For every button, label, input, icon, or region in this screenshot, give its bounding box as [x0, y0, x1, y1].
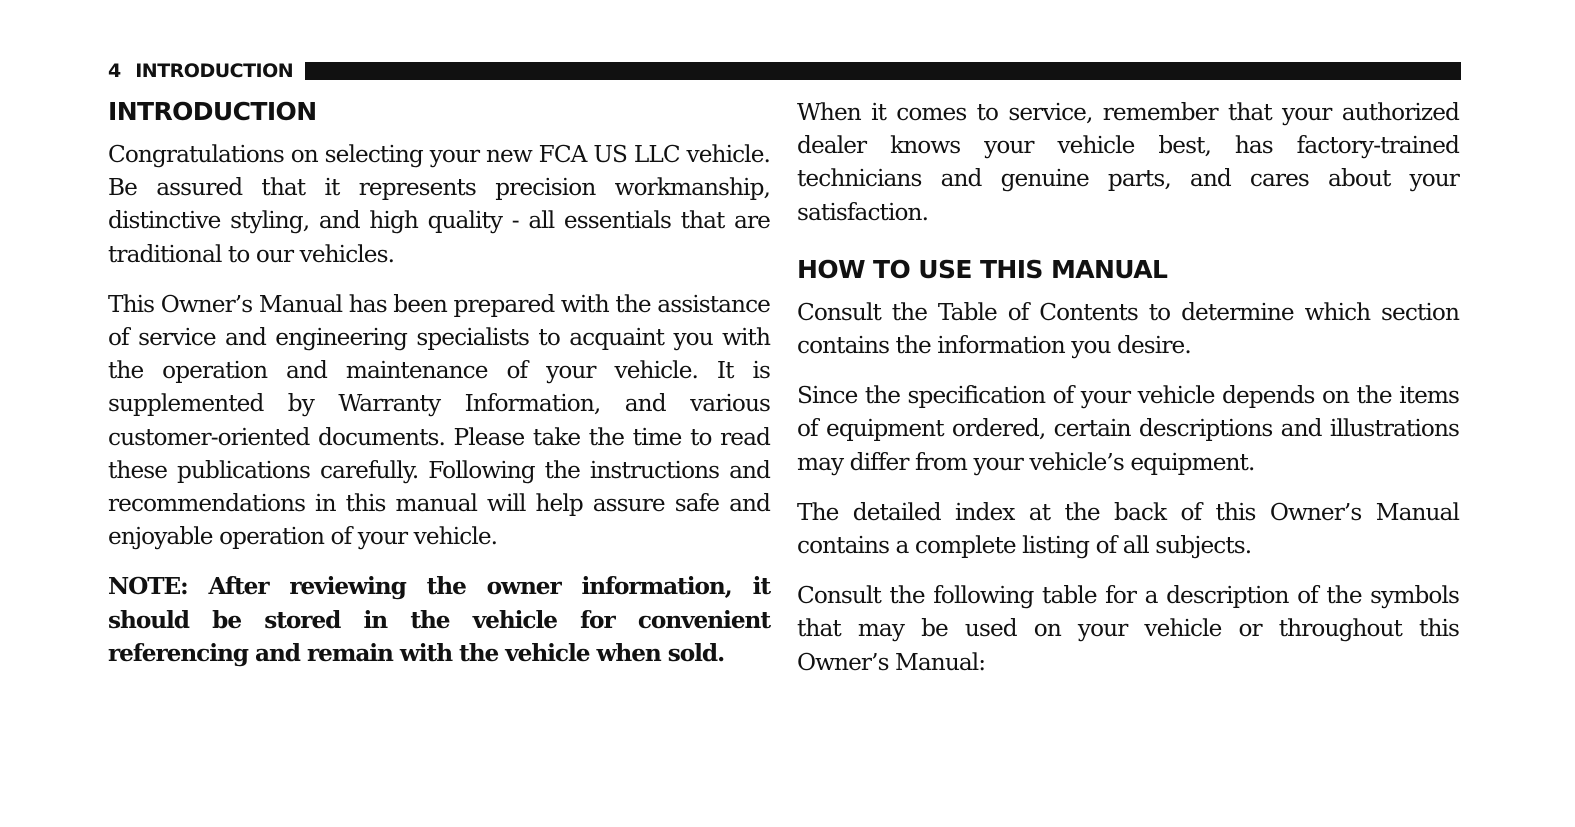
- right-column: [797, 96, 1459, 696]
- how-to-use-heading: HOW TO USE THIS MANUAL: [797, 254, 1168, 284]
- index-paragraph: The detailed index at the back of this Owner’s Manual contains a complete listing of all subjects.: [797, 498, 1459, 560]
- symbols-paragraph: Consult the following table for a description of the symbols that may be used on your vehicle or throughout this Owner’s Manual:: [797, 582, 1459, 676]
- header-rule: [305, 62, 1461, 80]
- page-number: 4: [108, 60, 122, 82]
- specification-paragraph: Since the specification of your vehicle depends on the items of equipment ordered, certain descriptions and illustrations may differ from your vehicle’s equipment.: [797, 382, 1459, 476]
- note-paragraph: NOTE: After reviewing the owner information, it should be stored in the vehicle for convenient referencing and remain with the vehicle when sold.: [108, 573, 770, 667]
- owners-manual-paragraph: This Owner’s Manual has been prepared with the assistance of service and engineering specialists to acquaint you with the operation and maintenance of your vehicle. It is supplemented by Warranty Information, and various customer-oriented documents. Please take the time to read these publications carefully. Following the instructions and recommendations in this manual will help assure safe and enjoyable operation of your vehicle.: [108, 290, 770, 551]
- table-of-contents-paragraph: Consult the Table of Contents to determine which section contains the information you desire.: [797, 298, 1459, 360]
- congratulations-paragraph: Congratulations on selecting your new FCA US LLC vehicle. Be assured that it represents precision workmanship, distinctive styling, and high quality - all essentials that are traditional to our vehicles.: [108, 141, 770, 268]
- running-section-title: INTRODUCTION: [135, 60, 294, 82]
- service-paragraph: When it comes to service, remember that your authorized dealer knows your vehicle best, has factory-trained technicians and genuine parts, and cares about your satisfaction.: [797, 99, 1459, 226]
- page-header: [108, 60, 1461, 82]
- left-column: [108, 96, 770, 687]
- introduction-heading: INTRODUCTION: [108, 97, 317, 126]
